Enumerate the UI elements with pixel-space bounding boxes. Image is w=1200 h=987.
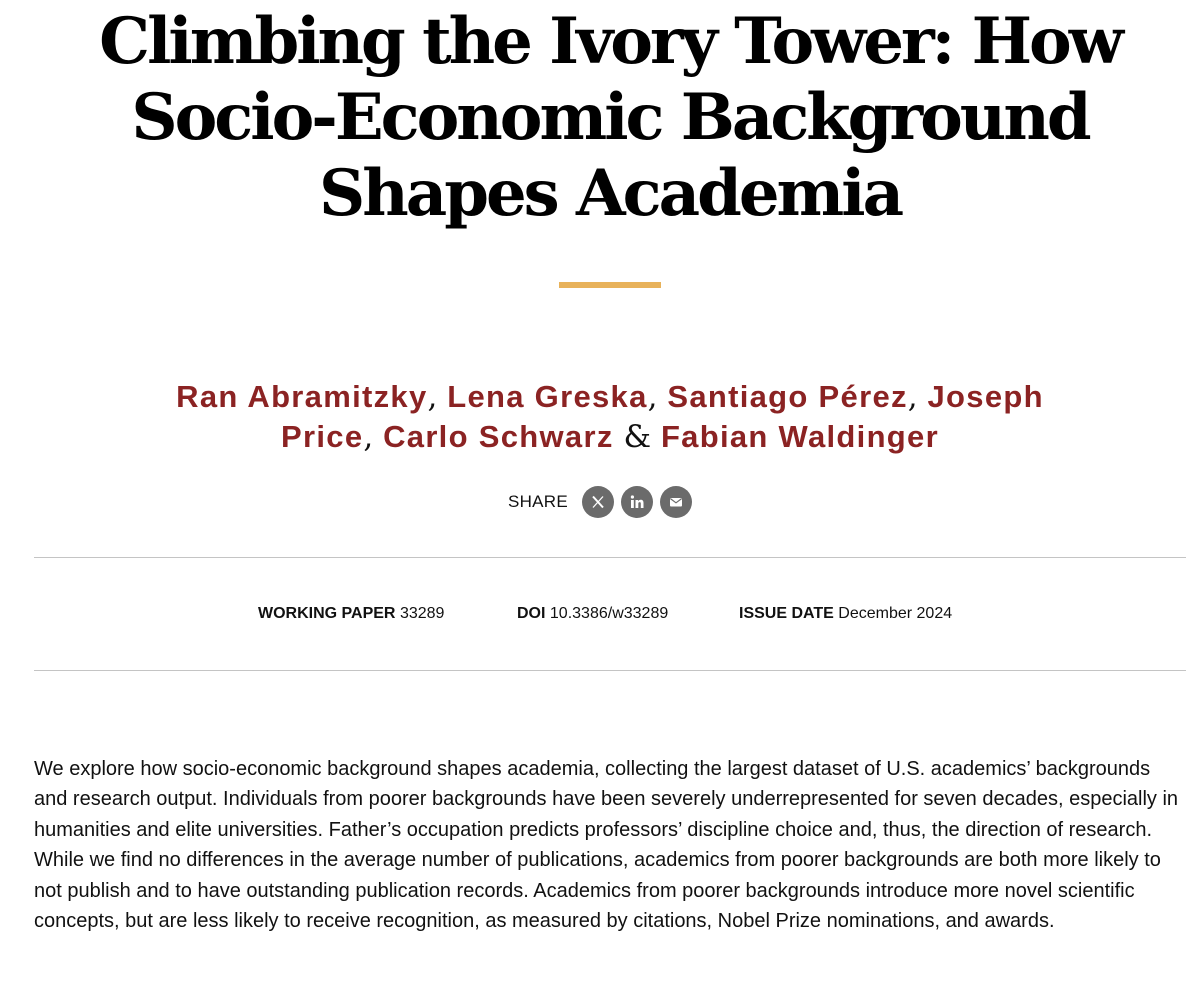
author-separator: & (613, 419, 661, 455)
author-separator: , (363, 419, 384, 455)
doi (517, 604, 668, 624)
share-label: SHARE (507, 492, 569, 511)
issue-date-label: ISSUE DATE (739, 605, 834, 622)
working-paper-value: 33289 (399, 605, 445, 622)
author-link[interactable]: Ran Abramitzky (176, 379, 428, 414)
divider-top (34, 557, 1186, 558)
doi-label: DOI (517, 605, 546, 622)
x-icon[interactable] (582, 486, 614, 518)
linkedin-icon[interactable] (621, 486, 653, 518)
title-accent-rule (559, 282, 661, 288)
author-separator: , (647, 379, 668, 415)
working-paper-number (258, 604, 444, 624)
divider-bottom (34, 670, 1186, 671)
doi-value[interactable]: 10.3386/w33289 (549, 605, 669, 622)
author-link[interactable]: Fabian Waldinger (660, 419, 939, 454)
author-link[interactable]: Carlo Schwarz (383, 419, 614, 454)
paper-title: Climbing the Ivory Tower: How Socio-Economic Background Shapes Academia (99, 4, 1121, 231)
share-bar (0, 486, 1200, 518)
author-link[interactable]: Joseph Price (281, 379, 1044, 454)
abstract: We explore how socio-economic background shapes academia, collecting the largest dataset of U.S. academics’ backgrounds and research output. Individuals from poorer backgrounds have been severely underrepresented for seven decades, especially in humanities and elite universities. Father’s occupation predicts professors’ discipline choice and, thus, the direction of research. While we find no differences in the average number of publications, academics from poorer backgrounds are both more likely to not publish and to have outstanding publication records. Academics from poorer backgrounds introduce more novel scientific concepts, but are less likely to receive recognition, as measured by citations, Nobel Prize nominations, and awards. (34, 758, 1179, 933)
author-link[interactable]: Santiago Pérez (667, 379, 908, 414)
issue-date (739, 604, 952, 624)
author-separator: , (427, 379, 448, 415)
author-separator: , (907, 379, 928, 415)
issue-date-value: December 2024 (838, 605, 953, 622)
author-list (160, 377, 1060, 457)
working-paper-label: WORKING PAPER (258, 605, 396, 622)
email-icon[interactable] (660, 486, 692, 518)
author-link[interactable]: Lena Greska (447, 379, 648, 414)
